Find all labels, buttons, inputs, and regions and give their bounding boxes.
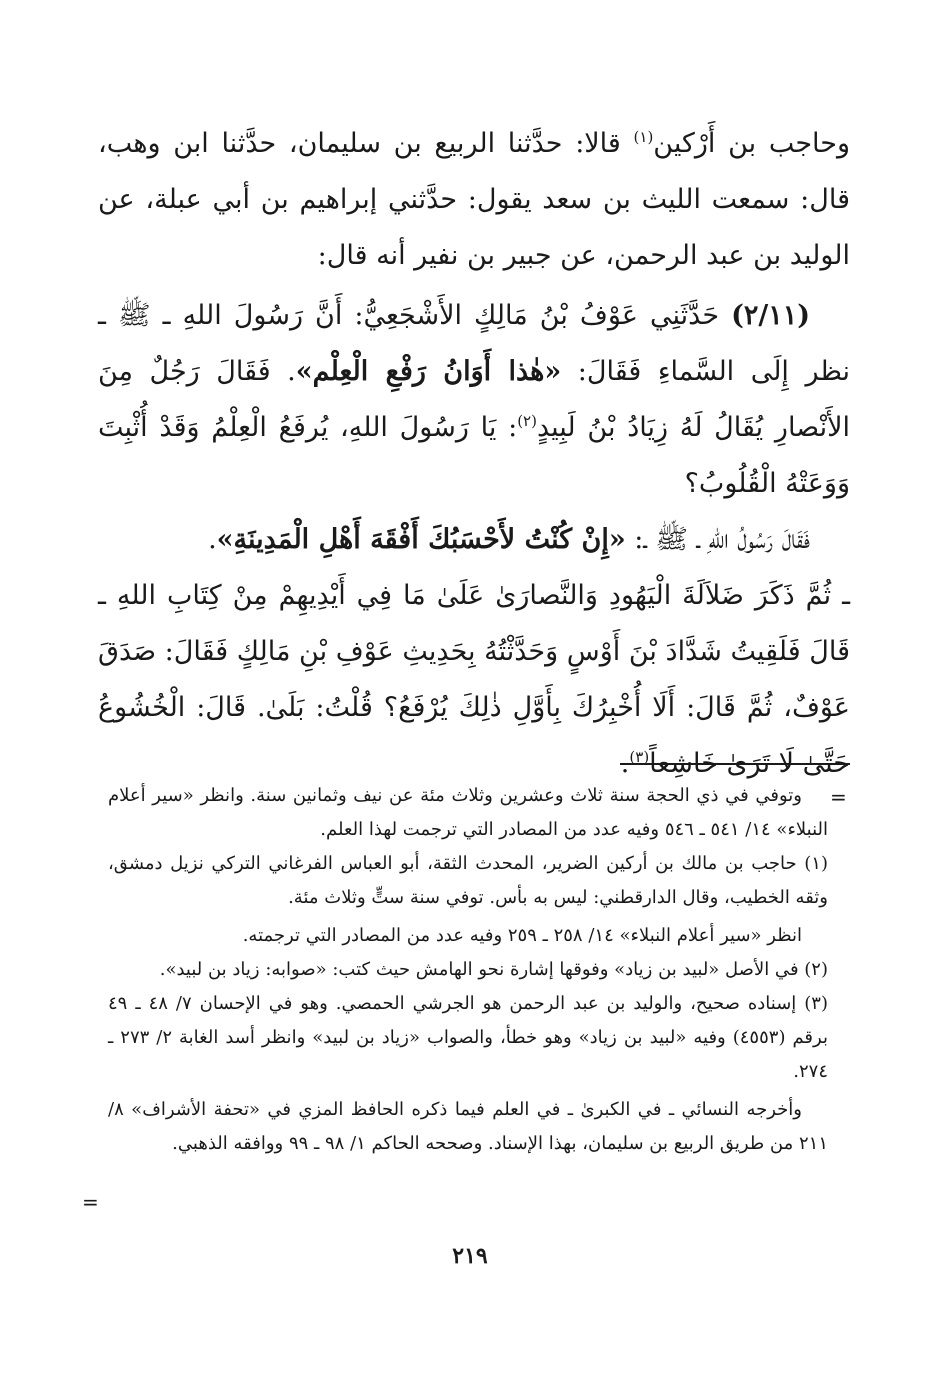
isnad-paragraph — [98, 116, 850, 284]
continues-on-next-mark: = — [82, 1190, 99, 1214]
continued-from-previous-mark: = — [830, 785, 847, 809]
footnote-divider — [620, 763, 850, 765]
hadith-paragraph-2 — [98, 512, 850, 568]
footnote-ref-1[interactable]: (١) — [633, 128, 654, 146]
hadith-p3-text: ـ ثُمَّ ذَكَرَ ضَلاَلَةَ الْيَهُودِ وَالنَّصارَىٰ عَلَىٰ مَا فِي أَيْدِيهِمْ مِنْ كِتَابِ اللهِ ـ قَالَ فَلَقِيتُ شَدَّادَ بْنَ أَوْسٍ وَحَدَّثْتُهُ بِحَدِيثِ عَوْفِ بْنِ مَالِكٍ فَقَالَ: صَدَقَ عَوْفٌ، ثُمَّ قَالَ: أَلَا أُخْبِرُكَ بِأَوَّلِ ذٰلِكَ يُرْفَعُ؟ قُلْتُ: بَلَىٰ. قَالَ: الْخُشُوعُ حَتَّىٰ لَا تَرَىٰ خَاشِعاً — [98, 580, 850, 779]
footnote-ref-2[interactable]: (٢) — [517, 412, 537, 430]
footnote-ref-3[interactable]: (٣) — [629, 748, 650, 766]
footnote-3: (٣) إسناده صحيح، والوليد بن عبد الرحمن هو الجرشي الحمصي. وهو في الإحسان ٧/ ٤٨ ـ ٤٩ برقم (٤٥٥٣) وفيه «لبيد بن زياد» وهو خطأ، والصواب «زياد بن لبيد» وانظر أسد الغابة ٢/ ٢٧٣ ـ ٢٧٤. — [108, 993, 828, 1082]
footnote-1: (١) حاجب بن مالك بن أركين الضرير، المحدث الثقة، أبو العباس الفرغاني التركي نزيل دمشق، وثقه الخطيب، وقال الدارقطني: ليس به بأس. توفي سنة ستٍّ وثلاث مئة. — [108, 853, 828, 908]
hadith-p2-end: . — [208, 524, 217, 555]
hadith-paragraph-1 — [98, 288, 850, 512]
footnote-2: (٢) في الأصل «لبيد بن زياد» وفوقها إشارة نحو الهامش حيث كتب: «صوابه: زياد بن لبيد». — [159, 959, 828, 980]
isnad-intro: وحاجب بن أَرْكين — [653, 128, 850, 159]
hadith-paragraph-3 — [98, 568, 850, 792]
page-number: ٢١٩ — [452, 1243, 488, 1269]
footnote-3-continued: وأخرجه النسائي ـ في الكبرىٰ ـ في العلم فيما ذكره الحافظ المزي في «تحفة الأشراف» ٨/ ٢١١ من طريق الربيع بن سليمان، بهذا الإسناد. وصححه الحاكم ١/ ٩٨ ـ ٩٩ ووافقه الذهبي. — [108, 1099, 828, 1154]
hadith-p2-start: فَقَالَ رَسُولُ اللهِ ـ ﷺ ـ: — [625, 524, 810, 555]
isnad-rest: قالا: حدَّثنا الربيع بن سليمان، حدَّثنا ابن وهب، قال: سمعت الليث بن سعد يقول: حدَّثني إبراهيم بن أبي عبلة، عن الوليد بن عبد الرحمن، عن جبير بن نفير أنه قال: — [98, 128, 850, 271]
footnotes-section — [108, 779, 828, 1161]
hadith-p3-end: . — [620, 748, 630, 779]
prophet-quote-2: «إِنْ كُنْتُ لأَحْسَبُكَ أَفْقَهَ أَهْلِ الْمَدِينَةِ» — [216, 524, 626, 555]
footnote-continuation: وتوفي في ذي الحجة سنة ثلاث وعشرين وثلاث مئة عن نيف وثمانين سنة. وانظر «سير أعلام النبلاء» ١٤/ ٥٤١ ـ ٥٤٦ وفيه عدد من المصادر التي ترجمت لهذا العلم. — [108, 785, 828, 840]
hadith-p1-start: حَدَّثَنِي عَوْفُ بْنُ مَالِكٍ الأَشْجَعِيُّ: أَنَّ رَسُولَ اللهِ ـ ﷺ ـ نظر إِلَى السَّماءِ فَقَالَ: — [98, 300, 850, 387]
hadith-p1-end: : يَا رَسُولَ اللهِ، يُرفَعُ الْعِلْمُ وَقَدْ أُثْبِتَ وَوَعَتْهُ الْقُلُوبُ؟ — [98, 412, 850, 499]
hadith-number: (٢/١١) — [731, 300, 810, 331]
hadith-body — [98, 288, 850, 792]
hadith-p1-mid: . فَقَالَ رَجُلٌ مِنَ الأَنْصارِ يُقَالُ لَهُ زِيَادُ بْنُ لَبِيدٍ — [98, 356, 850, 443]
footnote-1-continued: انظر «سير أعلام النبلاء» ١٤/ ٢٥٨ ـ ٢٥٩ وفيه عدد من المصادر التي ترجمته. — [242, 925, 802, 946]
prophet-quote-1: «هٰذا أَوَانُ رَفْعِ الْعِلْم» — [295, 356, 562, 387]
